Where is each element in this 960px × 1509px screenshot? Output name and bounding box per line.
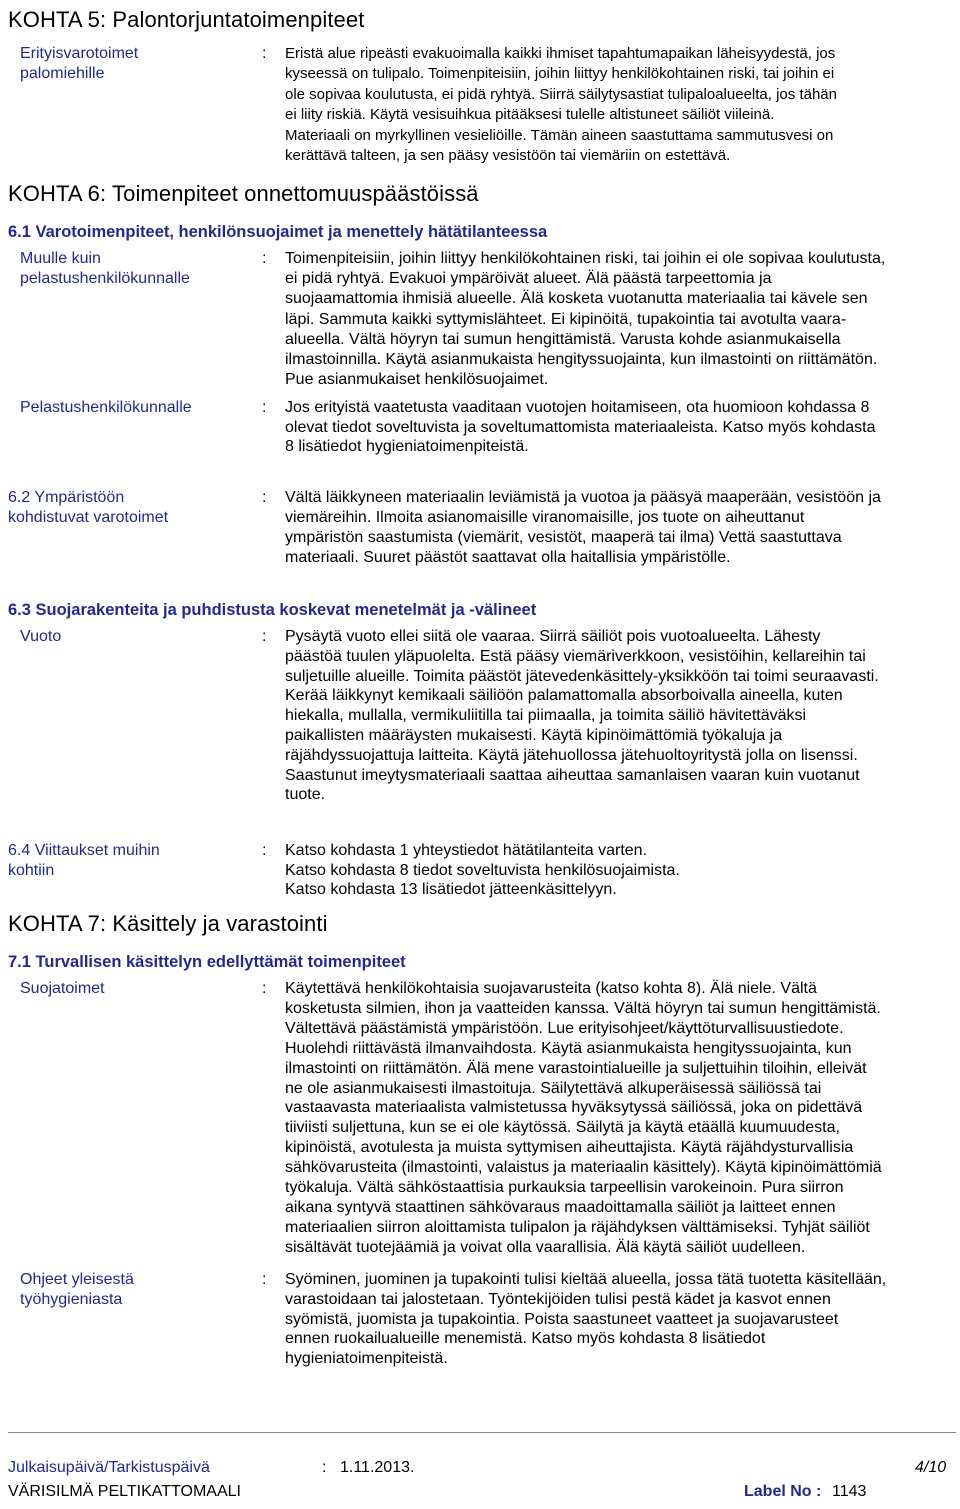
footer-date-value: 1.11.2013. bbox=[340, 1459, 415, 1476]
protective-measures-label: Suojatoimet bbox=[20, 980, 105, 997]
colon: : bbox=[262, 980, 267, 997]
section-6-title: KOHTA 6: Toimenpiteet onnettomuuspäästöissä bbox=[8, 181, 479, 206]
colon: : bbox=[262, 1271, 267, 1288]
subsection-6-3-title: 6.3 Suojarakenteita ja puhdistusta koskevat menetelmät ja -välineet bbox=[8, 601, 537, 619]
non-emergency-text: Toimenpiteisiin, joihin liittyy henkilökohtainen riski, tai joihin ei ole sopivaa koulutusta, ei pidä ryhtyä. Evakuoi ympäröivät alueet. Älä päästä tarpeettomia ja suojaamattomia ihmisiä alueelle. Älä kosketa vuotanutta materiaalia tai kävele sen läpi. Sammuta kaikki syttymislähteet. Ei kipinöitä, tupakointia tai avotulta vaara- alueella. Vältä höyryn tai sumun hengittämistä. Varusta kohde asianmukaisella ilmastoinnilla. Käytä asianmukaista hengityssuojainta, kun ilmastointi on riittämätön. Pue asianmukaiset henkilösuojaimet. bbox=[285, 250, 886, 389]
references-label: 6.4 Viittaukset muihin kohtiin bbox=[8, 842, 160, 879]
protective-measures-text: Käytettävä henkilökohtaisia suojavarusteita (katso kohta 8). Älä niele. Vältä kosketusta silmien, ihon ja vaatteiden kanssa. Vältä höyryn tai sumun hengittämistä. Vältettävä päästämistä ympäristöön. Lue erityisohjeet/käyttöturvallisuustiedote. Huolehdi riittävästä ilmanvaihdosta. Käytä asianmukaista hengityssuojainta, kun ilmastointi on riittämätön. Älä mene varastointialueille ja suljettuihin tiloihin, elleivät ne ole asianmukaisesti ilmastoituja. Säilytettävä alkuperäisessä säiliössä tai vastaavasta materiaalista valmistetussa hyväksytyssä säiliössä, joka on pidettävä tiiviisti suljettuna, kun se ei ole käytössä. Säilytä ja käytä etäällä kuumuudesta, kipinöistä, avotulesta ja muista syttymisen aiheuttajista. Käytä räjähdysturvallisia sähkövarusteita (ilmastointi, valaistus ja materiaalin käsittely). Käytä kipinöimättömiä työkaluja. Vältä sähköstaattisia purkauksia tarpeellisin varokeinoin. Pura siirron aikana syntyvä staattinen sähkövaraus maadoittamalla säiliöt ja laitteet ennen materiaalien siirron aloittamista tulipalon ja räjähdyksen välttämiseksi. Tyhjät säiliöt sisältävät tuotejäämiä ja voivat olla vaarallisia. Älä käytä säiliöt uudelleen. bbox=[285, 980, 882, 1256]
firefighters-text: Eristä alue ripeästi evakuoimalla kaikki ihmiset tapahtumapaikan läheisyydestä, jos kyseessä on tulipalo. Toimenpiteisiin, joihin liittyy henkilökohtainen riski, tai joihin ei ole sopivaa koulutusta, ei pidä ryhtyä. Siirrä säilytysastiat tulipaloalueelta, jos tähän ei liity riskiä. Käytä vesisuihkua pitääksesi tulelle altistuneet säiliöt viileinä. Materiaali on myrkyllinen vesieliöille. Tämän aineen saastuttama sammutusvesi on kerättävä talteen, ja sen pääsy vesistöön tai viemäriin on estettävä. bbox=[285, 45, 837, 165]
hygiene-label: Ohjeet yleisestä työhygieniasta bbox=[20, 1271, 134, 1308]
spill-text: Pysäytä vuoto ellei siitä ole vaaraa. Siirrä säiliöt pois vuotoalueelta. Lähesty päästöä tuulen yläpuolelta. Estä pääsy viemäriverkkoon, vesistöihin, kellareihin tai suljetuille alueille. Toimita päästöt jätevedenkäsittely-yksikköön tai toimi seuraavasti. Kerää läikkynyt kemikaali säiliöön palamattomalla absorboivalla aineella, kuten hiekalla, mullalla, vermikuliitilla tai piimaalla, ja toimita säiliö hävitettäväksi paikallisten määräysten mukaisesti. Käytä kipinöimättömiä työkaluja ja räjähdyssuojattuja laitteita. Käytä jätehuollossa jätehuoltoyritystä jolla on lisenssi. Saastunut imeytysmateriaali saattaa aiheuttaa samanlaisen vaaran kuin vuotanut tuote. bbox=[285, 628, 879, 804]
section-7-title: KOHTA 7: Käsittely ja varastointi bbox=[8, 911, 328, 936]
colon: : bbox=[262, 628, 267, 645]
section-5-title: KOHTA 5: Palontorjuntatoimenpiteet bbox=[8, 7, 365, 32]
environment-text: Vältä läikkyneen materiaalin leviämistä ja vuotoa ja pääsyä maaperään, vesistöön ja viemäreihin. Ilmoita asianomaisille viranomaisille, jos tuote on aiheuttanut ympäristön saastumista (viemärit, vesistöt, maaperä tai ilma) Vettä saastuttava materiaali. Suuret päästöt saattavat olla haitallisia ympäristölle. bbox=[285, 489, 881, 566]
footer-page-number: 4/10 bbox=[915, 1459, 947, 1476]
footer-label-no-label: Label No : bbox=[744, 1483, 822, 1500]
colon: : bbox=[262, 842, 267, 859]
references-text: Katso kohdasta 1 yhteystiedot hätätilanteita varten. Katso kohdasta 8 tiedot soveltuvista henkilösuojaimista. Katso kohdasta 13 lisätiedot jätteenkäsittelyyn. bbox=[285, 842, 680, 898]
footer-label-no-value: 1143 bbox=[832, 1483, 867, 1500]
responders-label: Pelastushenkilökunnalle bbox=[20, 399, 192, 416]
colon: : bbox=[262, 399, 267, 416]
spill-label: Vuoto bbox=[20, 628, 62, 645]
colon: : bbox=[262, 250, 267, 267]
non-emergency-label: Muulle kuin pelastushenkilökunnalle bbox=[20, 250, 190, 287]
environment-label: 6.2 Ympäristöön kohdistuvat varotoimet bbox=[8, 489, 169, 526]
footer-divider bbox=[8, 1432, 956, 1433]
colon: : bbox=[262, 45, 267, 62]
subsection-7-1-title: 7.1 Turvallisen käsittelyn edellyttämät toimenpiteet bbox=[8, 953, 406, 971]
footer-product-name: VÄRISILMÄ PELTIKATTOMAALI bbox=[8, 1483, 241, 1500]
colon: : bbox=[322, 1459, 327, 1476]
colon: : bbox=[262, 489, 267, 506]
subsection-6-1-title: 6.1 Varotoimenpiteet, henkilönsuojaimet ja menettely hätätilanteessa bbox=[8, 223, 548, 241]
firefighters-label: Erityisvarotoimet palomiehille bbox=[20, 45, 139, 82]
responders-text: Jos erityistä vaatetusta vaaditaan vuotojen hoitamiseen, ota huomioon kohdassa 8 olevat tiedot soveltuvista ja soveltumattomista materiaaleista. Katso myös kohdasta 8 lisätiedot hygieniatoimenpiteistä. bbox=[285, 399, 876, 455]
hygiene-text: Syöminen, juominen ja tupakointi tulisi kieltää alueella, jossa tätä tuotetta käsitellään, varastoidaan tai jalostetaan. Työntekijöiden tulisi pestä kädet ja kasvot ennen syömistä, juomista ja tupakointia. Poista saastuneet vaatteet ja suojavarusteet ennen ruokailualueille menemistä. Katso myös kohdasta 8 lisätiedot hygieniatoimenpiteistä. bbox=[285, 1271, 887, 1368]
footer-date-label: Julkaisupäivä/Tarkistuspäivä bbox=[8, 1459, 210, 1476]
